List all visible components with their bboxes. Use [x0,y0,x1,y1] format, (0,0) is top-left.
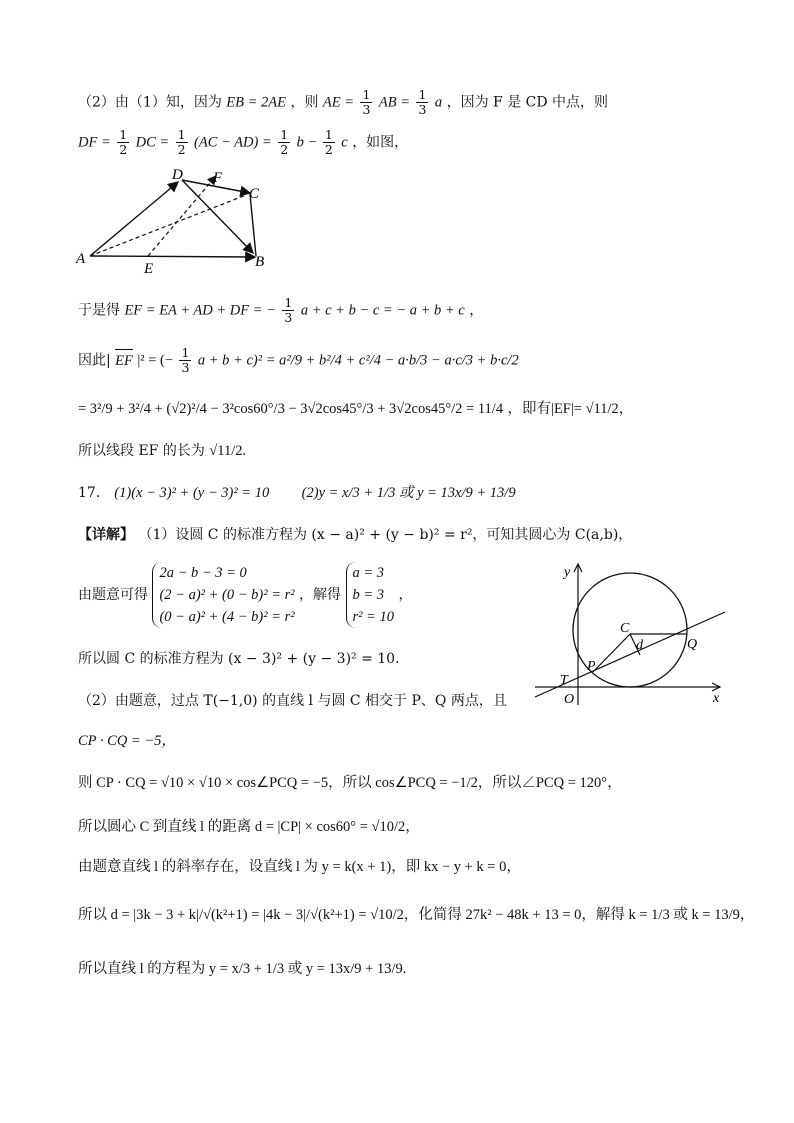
label-p: P [587,659,596,674]
vector-eq-eb: EB = 2AE [226,94,286,111]
text: ，如图， [352,134,409,151]
label-t: T [560,673,568,688]
text: ，因为 F 是 CD 中点，则 [446,94,609,111]
q17-answer-line [78,484,516,502]
quadrilateral-figure [70,160,290,280]
equation-system [152,562,294,628]
dashed-ef [148,176,216,256]
label-c: C [620,621,630,636]
label-b: B [255,254,265,270]
text: 由题意直线 l 的斜率存在，设直线 l 为 y = k(x + 1)，即 kx − y + k = 0， [78,859,521,875]
vector-ac-ad: (AC − AD) = [194,134,272,151]
part2-detail-a [78,692,507,710]
text: 所以线段 EF 的长为 [78,443,205,459]
vector-dc: DC = [135,134,170,151]
calc-result: ，即有|EF|= √11/2， [507,401,634,417]
label-y: y [564,565,571,580]
text: （1）设圆 C 的标准方程为 (x − a)² + (y − b)² = r²，可知其圆心为 C(a,b)， [138,527,633,543]
text: 所以直线 l 的方程为 y = x/3 + 1/3 或 y = 13x/9 + 13/9. [78,961,407,977]
math-text: |² = (− [137,352,174,369]
vector-ae: AE = [322,94,355,111]
ef-magnitude-line [78,346,519,375]
solution-system [346,562,395,628]
dashed-ac [90,195,246,256]
part2-line2 [78,128,408,157]
equation: b = 3 [352,587,385,603]
system-line [78,562,412,628]
text: 所以 d = |3k − 3 + k|/√(k²+1) = |4k − 3|/√(k²+1) = √10/2，化简得 27k² − 48k + 13 = 0，解得 k = 1/3 或 k = 13/9， [78,907,755,923]
part2-detail-b [78,732,176,750]
text: ， [469,302,484,319]
segment-cb [250,194,256,256]
part2-detail-f [78,906,754,924]
text: （2）由（1）知，因为 [78,94,222,111]
fraction-half: $\frac{1}{2}$ [280,127,289,157]
label-d: D [172,167,183,183]
text: （2）由题意，过点 T(−1,0) 的直线 l 与圆 C 相交于 P、Q 两点，且 [78,693,507,709]
label-c: C [249,186,260,202]
ef-lhs: EF = EA + AD + DF = − [124,302,276,319]
detail-line1 [78,526,632,544]
fraction-one-third: $\frac{1}{3}$ [181,345,190,375]
segment-cp [593,634,630,672]
equation: (2 − a)² + (0 − b)² = r² [159,587,295,603]
text: 由题意可得 [78,587,148,603]
fraction-half: $\frac{1}{2}$ [177,127,186,157]
equation: 2a − b − 3 = 0 [159,565,247,581]
question-number: 17． [78,485,110,501]
label-d: d [636,638,643,653]
vector-b: b − [296,134,321,151]
vector-df: DF = [78,134,111,151]
text: 因此| [78,352,111,369]
ef-length-value: √11/2. [209,443,247,459]
ef-length-line [78,442,246,460]
expansion: a + b + c)² = a²/9 + b²/4 + c²/4 − a·b/3 − a·c/3 + b·c/2 [197,352,519,369]
text: 所以圆 C 的标准方程为 (x − 3)² + (y − 3)² = 10. [78,651,400,667]
vector-c: c [341,134,348,151]
part2-line1 [78,88,608,117]
equation: a = 3 [352,565,385,581]
answer-1: (1)(x − 3)² + (y − 3)² = 10 [114,485,270,501]
equation: (0 − a)² + (4 − b)² = r² [159,609,295,625]
text: ，解得 [299,587,342,603]
text: CP · CQ = −5， [78,733,176,749]
equation: r² = 10 [352,609,395,625]
segment-ad [90,182,178,256]
circle-figure [530,560,730,710]
standard-equation-line [78,650,400,668]
text: ，则 [290,94,319,111]
vector-ef: EF [115,352,133,369]
fraction-one-third: $\frac{1}{3}$ [362,87,371,117]
label-x: x [713,691,720,706]
ef-rhs: a + c + b − c = − a + b + c [300,302,465,319]
text: 则 CP · CQ = √10 × √10 × cos∠PCQ = −5，所以 cos∠PCQ = −1/2，所以∠PCQ = 120°， [78,775,622,791]
ef-calculation-line [78,400,633,418]
fraction-half: $\frac{1}{2}$ [324,127,333,157]
fraction-half: $\frac{1}{2}$ [119,127,128,157]
label-q: Q [687,637,698,652]
detail-tag: 【详解】 [78,527,134,543]
fraction-one-third: $\frac{1}{3}$ [284,295,293,325]
answer-2: (2)y = x/3 + 1/3 或 y = 13x/9 + 13/9 [301,485,516,501]
part2-detail-d [78,818,420,836]
fraction-one-third: $\frac{1}{3}$ [418,87,427,117]
label-o: O [564,692,575,707]
vector-a: a [434,94,443,111]
vector-ab: AB = [378,94,411,111]
ef-expression-line [78,296,483,325]
label-e: E [144,261,154,277]
part2-detail-c [78,774,622,792]
text: ， [398,587,413,603]
label-a: A [76,251,86,267]
text: 所以圆心 C 到直线 l 的距离 d = |CP| × cos60° = √10/2， [78,819,420,835]
part2-detail-e [78,858,521,876]
text: 于是得 [78,302,120,319]
part2-detail-g [78,960,406,978]
label-f: F [213,170,223,186]
calc-expression: = 3²/9 + 3²/4 + (√2)²/4 − 3²cos60°/3 − 3√2cos45°/3 + 3√2cos45°/2 = 11/4 [78,401,504,417]
segment-ab [90,256,255,257]
